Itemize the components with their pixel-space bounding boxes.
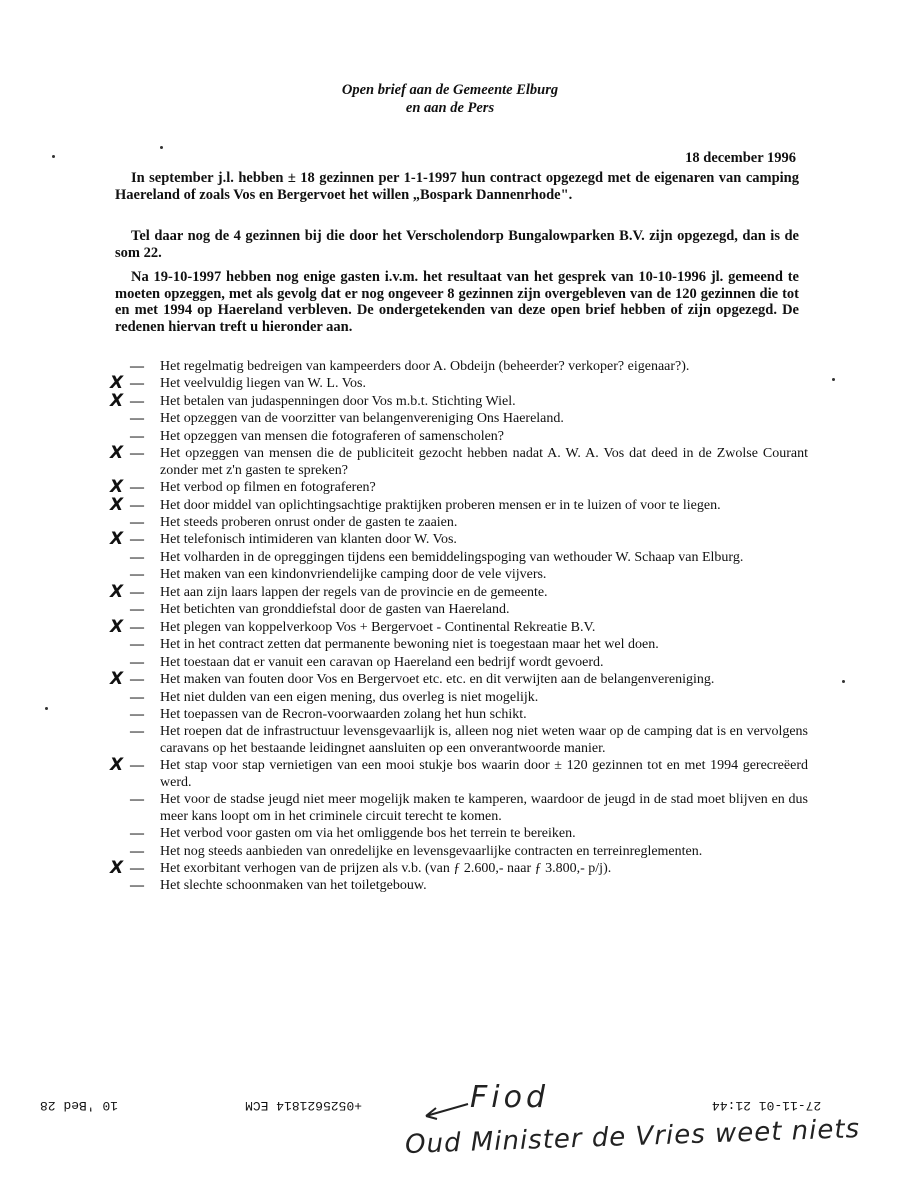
list-dash: —: [130, 707, 144, 723]
list-dash: —: [130, 637, 144, 653]
list-dash: —: [130, 672, 144, 688]
list-dash: —: [130, 826, 144, 842]
reason-text: Het voor de stadse jeugd niet meer mogelijk maken te kamperen, waardoor de jeugd in de stad moet blijven en dus meer kans loopt om in het criminele circuit terecht te komen.: [160, 792, 808, 824]
reason-item: [108, 690, 808, 706]
paragraph-2: Tel daar nog de 4 gezinnen bij die door het Verscholendorp Bungalowparken B.V. zijn opgezegd, dan is de som 22.: [115, 228, 799, 261]
handwritten-check-mark: X: [110, 529, 124, 550]
reason-text: Het opzeggen van mensen die de publiciteit gezocht hebben nadat A. W. A. Vos dat deed in de Zwolse Courant zonder met z'n gasten te spreken?: [160, 446, 808, 478]
reason-text: Het in het contract zetten dat permanente bewoning niet is toegestaan maar het wel doen.: [160, 637, 659, 653]
reason-item: [108, 529, 808, 550]
reason-text: Het door middel van oplichtingsachtige praktijken proberen mensen er in te luizen of voor te liegen.: [160, 497, 721, 513]
reason-text: Het steeds proberen onrust onder de gasten te zaaien.: [160, 515, 458, 531]
reason-item: [108, 616, 808, 637]
reason-item: [108, 359, 808, 375]
paragraph-1: In september j.l. hebben ± 18 gezinnen per 1-1-1997 hun contract opgezegd met de eigenaren van camping Haereland of zoals Vos en Bergervoet het willen „Bospark Dannenrhode".: [115, 170, 799, 203]
list-dash: —: [130, 878, 144, 894]
handwritten-note-minister: Oud Minister de Vries weet niets: [404, 1114, 861, 1160]
reason-item: [108, 373, 808, 394]
reason-text: Het opzeggen van de voorzitter van belangenvereniging Ons Haereland.: [160, 411, 564, 427]
reason-item: [108, 515, 808, 531]
reason-text: Het telefonisch intimideren van klanten door W. Vos.: [160, 532, 457, 548]
reason-item: [108, 429, 808, 445]
scan-speck: [832, 378, 835, 381]
list-dash: —: [130, 532, 144, 548]
reason-item: [108, 826, 808, 842]
list-dash: —: [130, 584, 144, 600]
reason-text: Het toestaan dat er vanuit een caravan op Haereland een bedrijf wordt gevoerd.: [160, 654, 604, 670]
list-dash: —: [130, 428, 144, 444]
list-dash: —: [130, 619, 144, 635]
reason-text: Het veelvuldig liegen van W. L. Vos.: [160, 376, 366, 392]
reason-item: [108, 411, 808, 427]
reason-item: [108, 390, 808, 411]
list-dash: —: [130, 602, 144, 618]
reasons-list: [108, 359, 808, 896]
reason-item: [108, 792, 808, 825]
list-dash: —: [130, 376, 144, 392]
reason-item: [108, 550, 808, 566]
reason-text: Het toepassen van de Recron-voorwaarden zolang het hun schikt.: [160, 707, 527, 723]
scan-speck: [842, 680, 845, 683]
list-dash: —: [130, 446, 144, 462]
fax-footer-left: 10 'Bed 28: [40, 1098, 119, 1113]
reason-text: Het plegen van koppelverkoop Vos + Bergervoet - Continental Rekreatie B.V.: [160, 619, 596, 635]
list-dash: —: [130, 359, 144, 374]
list-dash: —: [130, 549, 144, 565]
handwritten-check-mark: X: [110, 857, 124, 878]
handwritten-check-mark: X: [110, 616, 124, 637]
reason-text: Het betichten van gronddiefstal door de gasten van Haereland.: [160, 602, 510, 618]
handwritten-check-mark: X: [110, 581, 124, 602]
reason-item: [108, 857, 808, 878]
list-dash: —: [130, 567, 144, 583]
handwritten-check-mark: X: [110, 669, 124, 690]
reason-text: Het exorbitant verhogen van de prijzen als v.b. (van ƒ 2.600,- naar ƒ 3.800,- p/j).: [160, 860, 612, 876]
handwritten-check-mark: X: [110, 443, 124, 464]
reason-item: [108, 844, 808, 860]
handwritten-check-mark: X: [110, 494, 124, 515]
list-dash: —: [130, 497, 144, 513]
handwritten-check-mark: X: [110, 477, 124, 498]
fax-footer-right: 27-11-01 21:44: [712, 1098, 822, 1113]
reason-text: Het stap voor stap vernietigen van een mooi stukje bos waarin door ± 120 gezinnen tot en met 1994 gerecreëerd werd.: [160, 758, 808, 790]
list-dash: —: [130, 654, 144, 670]
reason-item: [108, 637, 808, 653]
reason-text: Het roepen dat de infrastructuur levensgevaarlijk is, alleen nog niet weten waar op de camping dat is en vervolgens caravans op het bestaande leidingnet aansluiten op een onverantwoorde manier.: [160, 724, 808, 756]
reason-text: Het verbod op filmen en fotograferen?: [160, 480, 376, 496]
reason-item: [108, 581, 808, 602]
reason-text: Het aan zijn laars lappen der regels van de provincie en de gemeente.: [160, 584, 548, 600]
letter-subtitle: en aan de Pers: [405, 100, 495, 116]
scan-speck: [52, 155, 55, 158]
reason-item: [108, 707, 808, 723]
handwritten-check-mark: X: [110, 373, 124, 394]
scan-speck: [160, 146, 163, 149]
reason-text: Het regelmatig bedreigen van kampeerders door A. Obdeijn (beheerder? verkoper? eigenaar?).: [160, 359, 690, 374]
reason-text: Het maken van een kindonvriendelijke camping door de vele vijvers.: [160, 567, 547, 583]
reason-text: Het slechte schoonmaken van het toiletgebouw.: [160, 878, 427, 894]
reason-item: [108, 755, 808, 791]
handwritten-arrow-icon: [420, 1100, 470, 1122]
reason-text: Het niet dulden van een eigen mening, dus overleg is niet mogelijk.: [160, 689, 539, 705]
reason-item: [108, 477, 808, 498]
list-dash: —: [130, 792, 144, 808]
reason-text: Het volharden in de opreggingen tijdens een bemiddelingspoging van wethouder W. Schaap van Elburg.: [160, 549, 744, 565]
reason-text: Het verbod voor gasten om via het omliggende bos het terrein te bereiken.: [160, 826, 576, 842]
paragraph-3: Na 19-10-1997 hebben nog enige gasten i.v.m. het resultaat van het gesprek van 10-10-1996 jl. gemeend te moeten opzeggen, met als gevolg dat er nog ongeveer 8 gezinnen zijn overgebleven van de 120 gezinnen die tot en met 1994 op Haereland verbleven. De ondergetekenden van deze open brief hebben of zijn opgezegd. De redenen hiervan treft u hieronder aan.: [115, 269, 799, 335]
list-dash: —: [130, 724, 144, 740]
list-dash: —: [130, 843, 144, 859]
reason-item: [108, 655, 808, 671]
letter-date: 18 december 1996: [685, 150, 796, 166]
handwritten-check-mark: X: [110, 755, 124, 776]
reason-text: Het nog steeds aanbieden van onredelijke en levensgevaarlijke contracten en terreinreglementen.: [160, 843, 703, 859]
reason-item: [108, 443, 808, 479]
reason-item: [108, 724, 808, 757]
list-dash: —: [130, 411, 144, 427]
list-dash: —: [130, 515, 144, 531]
reason-text: Het betalen van judaspenningen door Vos m.b.t. Stichting Wiel.: [160, 393, 516, 409]
reason-item: [108, 567, 808, 583]
reason-text: Het maken van fouten door Vos en Bergervoet etc. etc. en dit verwijten aan de belangenvereniging.: [160, 672, 715, 688]
list-dash: —: [130, 480, 144, 496]
reason-item: [108, 669, 808, 690]
list-dash: —: [130, 758, 144, 774]
handwritten-note-fiod: Fiod: [470, 1080, 549, 1115]
fax-footer-middle: +0525621814 ECM: [245, 1098, 363, 1113]
handwritten-check-mark: X: [110, 390, 124, 411]
reason-text: Het opzeggen van mensen die fotograferen of samenscholen?: [160, 428, 505, 444]
reason-item: [108, 878, 808, 894]
list-dash: —: [130, 689, 144, 705]
reason-item: [108, 494, 808, 515]
list-dash: —: [130, 860, 144, 876]
scan-speck: [45, 707, 48, 710]
letter-title: Open brief aan de Gemeente Elburg: [341, 82, 559, 98]
reason-item: [108, 602, 808, 618]
list-dash: —: [130, 393, 144, 409]
